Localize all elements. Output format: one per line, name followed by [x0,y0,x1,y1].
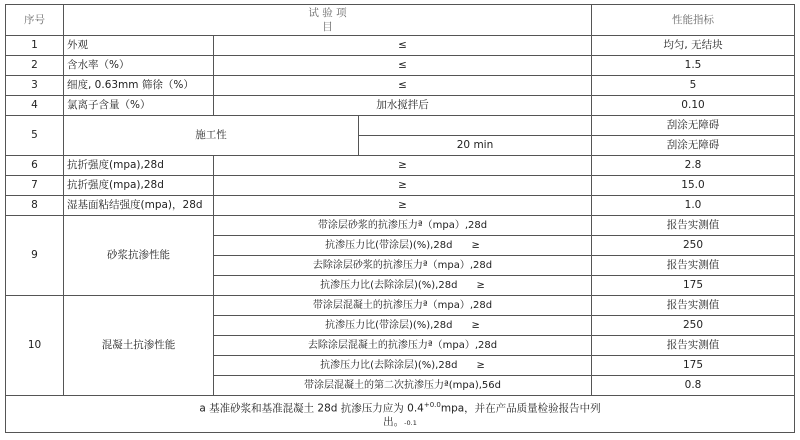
row-value: 刮涂无障碍 [592,116,795,136]
sub-item [214,256,592,276]
table-row [6,116,795,136]
sub-item-cond: ≥ [476,360,485,371]
footnote-text-1: a 基准砂浆和基准混凝土 28d 抗渗压力应为 0.4 [199,402,424,415]
row-value: 报告实测值 [592,256,795,276]
row-no: 9 [6,216,64,296]
sub-item-cond: ≥ [476,280,485,291]
row-name: 砂浆抗渗性能 [64,216,214,296]
table-row [6,176,795,196]
sub-item [214,376,592,396]
row-cond: ≥ [214,156,592,176]
footnote [6,396,795,433]
row-value: 1.5 [592,56,795,76]
row-name: 含水率（%） [64,56,214,76]
row-name: 细度, 0.63mm 筛徐（%） [64,76,214,96]
sub-item [214,356,592,376]
row-name: 湿基面粘结强度(mpa)，28d [64,196,214,216]
row-value: 250 [592,316,795,336]
spec-table-container [5,4,795,433]
sub-item [214,236,592,256]
footnote-line1 [9,398,791,416]
row-cond: ≤ [214,56,592,76]
footnote-sub: -0.1 [404,419,417,428]
row-value: 刮涂无障碍 [592,136,795,156]
footnote-row [6,396,795,433]
footnote-sup: +0.0 [423,400,441,409]
row-name: 施工性 [64,116,359,156]
row-name: 氯离子含量（%） [64,96,214,116]
sub-item [214,296,592,316]
row-value: 0.8 [592,376,795,396]
header-spec: 性能指标 [592,5,795,36]
row-value: 5 [592,76,795,96]
row-value: 1.0 [592,196,795,216]
footnote-text-2: mpa，并在产品质量检验报告中列 [440,402,601,415]
row-no: 3 [6,76,64,96]
sub-item [214,276,592,296]
row-no: 2 [6,56,64,76]
row-name: 抗折强度(mpa),28d [64,176,214,196]
row-no: 6 [6,156,64,176]
sub-item-cond: ≥ [471,240,480,251]
sub-item-text: 去除涂层混凝土的抗渗压力ª（mpa）,28d [307,340,498,351]
header-no: 序号 [6,5,64,36]
row-value: 2.8 [592,156,795,176]
row-no: 4 [6,96,64,116]
row-cond: ≤ [214,76,592,96]
table-row [6,96,795,116]
footnote-line2 [9,415,791,430]
sub-item-text: 抗渗压力比(去除涂层)(%),28d [320,280,458,291]
sub-item-text: 带涂层混凝土的第二次抗渗压力ª(mpa),56d [304,380,501,391]
header-item-line2: 目 [322,21,333,33]
row-value: 报告实测值 [592,216,795,236]
row-cond: ≥ [214,176,592,196]
sub-item-text: 抗渗压力比(去除涂层)(%),28d [320,360,458,371]
row-name: 抗折强度(mpa),28d [64,156,214,176]
table-row [6,76,795,96]
row-value: 175 [592,276,795,296]
sub-item [214,316,592,336]
row-value: 175 [592,356,795,376]
row-value: 均匀, 无结块 [592,36,795,56]
sub-item [214,336,592,356]
table-row [6,56,795,76]
table-row [6,156,795,176]
sub-item-text: 抗渗压力比(带涂层)(%),28d [325,240,453,251]
row-no: 5 [6,116,64,156]
sub-item-text: 抗渗压力比(带涂层)(%),28d [325,320,453,331]
sub-item-text: 带涂层砂浆的抗渗压力ª（mpa）,28d [317,220,488,231]
table-row [6,216,795,236]
row-value: 0.10 [592,96,795,116]
sub-item [214,216,592,236]
row-cond: 20 min [359,136,592,156]
table-row [6,296,795,316]
row-name: 外观 [64,36,214,56]
table-row [6,36,795,56]
row-value: 15.0 [592,176,795,196]
row-cond: ≥ [214,196,592,216]
row-no: 7 [6,176,64,196]
row-value: 250 [592,236,795,256]
header-item-line1: 试 验 项 [308,7,347,19]
row-no: 1 [6,36,64,56]
row-no: 10 [6,296,64,396]
row-value: 报告实测值 [592,296,795,316]
row-cond: ≤ [214,36,592,56]
table-row [6,196,795,216]
spec-table [5,4,795,433]
row-name: 混凝土抗渗性能 [64,296,214,396]
header-item [64,5,592,36]
row-cond [359,116,592,136]
sub-item-text: 去除涂层砂浆的抗渗压力ª（mpa）,28d [312,260,493,271]
row-cond: 加水搅拌后 [214,96,592,116]
footnote-text-3: 出。 [383,416,405,429]
sub-item-text: 带涂层混凝土的抗渗压力ª（mpa）,28d [312,300,493,311]
sub-item-cond: ≥ [471,320,480,331]
header-row [6,5,795,36]
row-no: 8 [6,196,64,216]
row-value: 报告实测值 [592,336,795,356]
